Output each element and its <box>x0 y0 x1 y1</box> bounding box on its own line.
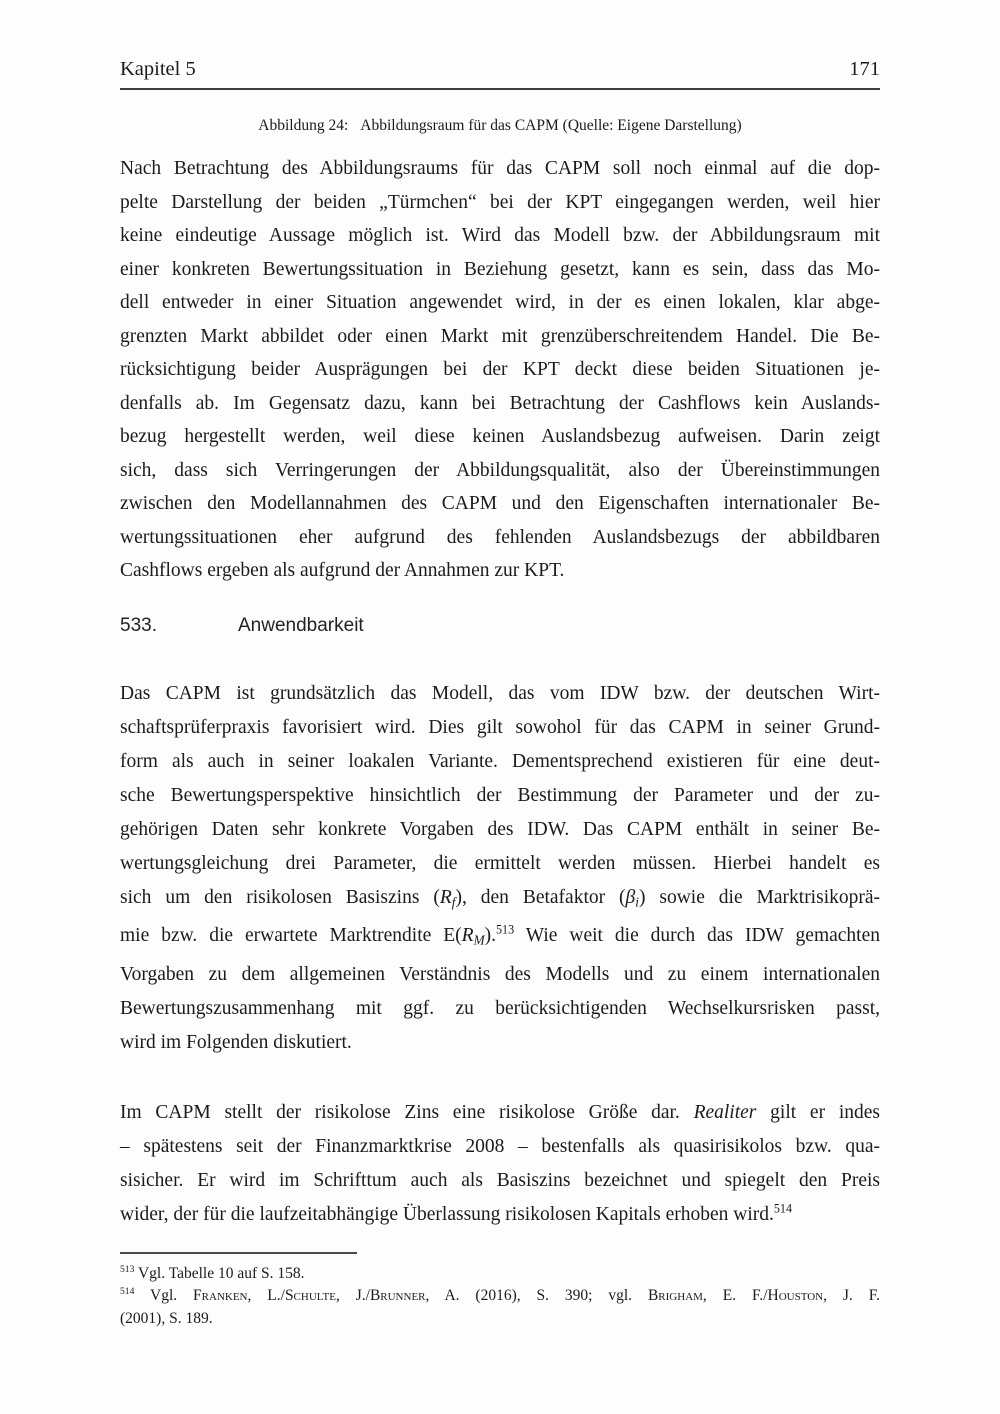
page-number: 171 <box>849 58 880 80</box>
text-segment: schaftsprüferpraxis favorisiert wird. Dies gilt sowohol für das CAPM in seiner Grund- <box>120 716 880 738</box>
text-line <box>120 958 880 992</box>
text-segment: keine eindeutige Aussage möglich ist. Wird das Modell bzw. der Abbildungsraum mit <box>120 225 880 246</box>
text-line <box>120 677 880 711</box>
text-line <box>120 1198 880 1232</box>
text-segment: (2001), S. 189. <box>120 1309 213 1327</box>
text-segment: form als auch in seiner loakalen Variante. Dementsprechend existieren für eine deut- <box>120 750 880 772</box>
paragraph-2 <box>120 677 880 1060</box>
text-line <box>120 1263 880 1286</box>
text-segment: , J. F. <box>823 1287 880 1305</box>
text-segment: sich um den risikolosen Basiszins ( <box>120 886 440 908</box>
text-segment: Bewertungszusammenhang mit ggf. zu berücksichtigenden Wechselkursrisken passt, <box>120 997 880 1019</box>
text-segment-sup: 513 <box>496 922 515 937</box>
text-segment: – spätestens seit der Finanzmarktkrise 2008 – bestenfalls als quasirisikolos bzw. qua- <box>120 1135 880 1157</box>
text-segment: zwischen den Modellannahmen des CAPM und den Eigenschaften internationaler Be- <box>120 493 880 514</box>
text-line <box>120 1096 880 1130</box>
text-line <box>120 1164 880 1198</box>
paragraph-1 <box>120 152 880 588</box>
section-heading-number: 533. <box>120 614 157 636</box>
text-segment: ). <box>484 925 496 947</box>
text-line <box>120 1130 880 1164</box>
text-line <box>120 487 880 521</box>
text-segment: Das CAPM ist grundsätzlich das Modell, das vom IDW bzw. der deutschen Wirt- <box>120 682 880 704</box>
text-line <box>120 320 880 354</box>
figure-caption-label: Abbildung 24: <box>258 117 349 134</box>
text-segment: wider, der für die laufzeitabhängige Überlassung risikolosen Kapitals erhoben wird. <box>120 1203 774 1225</box>
text-line <box>120 253 880 287</box>
text-line <box>120 387 880 421</box>
text-line <box>120 919 880 958</box>
text-segment: , J./ <box>335 1287 370 1305</box>
text-segment-msub: M <box>473 932 485 948</box>
footnote-separator-rule <box>120 1252 357 1254</box>
figure-caption <box>120 117 880 135</box>
text-segment: dell entweder in einer Situation angewendet wird, in der es einen lokalen, klar abge- <box>120 292 880 313</box>
text-segment-sup: 514 <box>773 1201 793 1216</box>
text-segment: Im CAPM stellt der risikolose Zins eine risikolose Größe dar. <box>120 1101 694 1123</box>
text-segment: , A. (2016), S. 390; vgl. <box>425 1287 648 1305</box>
text-segment: einer konkreten Bewertungssituation in Beziehung gesetzt, kann es sein, dass das Mo- <box>120 258 880 280</box>
text-segment: , L./ <box>247 1287 285 1305</box>
text-line <box>120 813 880 847</box>
text-segment-it: Realiter <box>693 1101 757 1123</box>
text-line <box>120 353 880 387</box>
footnotes-block <box>120 1263 880 1331</box>
text-segment-mi: β <box>625 886 636 908</box>
text-segment: pelte Darstellung der beiden „Türmchen“ bei der KPT eingegangen werden, weil hier <box>120 191 880 213</box>
text-line <box>120 152 880 186</box>
section-heading <box>120 615 880 637</box>
text-segment: Cashflows ergeben als aufgrund der Annahmen zur KPT. <box>120 560 565 581</box>
text-segment: Vorgaben zu dem allgemeinen Verständnis des Modells und zu einem internationalen <box>120 963 880 985</box>
text-line <box>120 521 880 555</box>
text-line <box>120 711 880 745</box>
text-segment-sc: Franken <box>193 1287 248 1305</box>
text-segment: wird im Folgenden diskutiert. <box>120 1031 352 1053</box>
text-line <box>120 454 880 488</box>
text-segment: grenzten Markt abbildet oder einen Markt mit grenzüberschreitendem Handel. Die Be- <box>120 325 880 347</box>
text-line <box>120 745 880 779</box>
text-line <box>120 881 880 920</box>
figure-caption-text: Abbildungsraum für das CAPM (Quelle: Eigene Darstellung) <box>360 117 742 134</box>
text-segment: sche Bewertungsperspektive hinsichtlich der Bestimmung der Parameter und der zu- <box>120 784 880 806</box>
text-segment: wertungssituationen eher aufgrund des fehlenden Auslandsbezugs der abbildbaren <box>120 526 880 548</box>
text-line <box>120 1285 880 1308</box>
paragraph-3 <box>120 1096 880 1232</box>
text-line <box>120 219 880 253</box>
text-segment: mie bzw. die erwartete Marktrendite E( <box>120 925 462 947</box>
text-segment-sc: Brigham <box>647 1287 703 1305</box>
text-segment-msub: i <box>635 894 639 910</box>
section-heading-title: Anwendbarkeit <box>238 614 364 636</box>
footnote-514 <box>120 1285 880 1330</box>
text-segment-msub: f <box>451 894 456 910</box>
text-segment: Vgl. Tabelle 10 auf S. 158. <box>134 1264 305 1282</box>
text-segment: ), den Betafaktor ( <box>455 886 626 908</box>
text-line <box>120 1308 880 1331</box>
text-segment: , E. F./ <box>702 1287 768 1305</box>
page-header <box>120 58 880 90</box>
text-segment-sup: 513 <box>120 1263 135 1275</box>
text-segment: denfalls ab. Im Gegensatz dazu, kann bei Betrachtung der Cashflows kein Auslands- <box>120 392 880 414</box>
text-segment: Nach Betrachtung des Abbildungsraums für das CAPM soll noch einmal auf die dop- <box>120 158 880 179</box>
text-segment: sich, dass sich Verringerungen der Abbildungsqualität, also der Übereinstimmungen <box>120 459 880 481</box>
text-line <box>120 286 880 320</box>
text-segment: Vgl. <box>134 1287 194 1305</box>
text-segment-sc: Brunner <box>369 1287 426 1305</box>
text-line <box>120 992 880 1026</box>
running-head-chapter: Kapitel 5 <box>120 58 196 80</box>
text-line <box>120 1026 880 1060</box>
text-line <box>120 554 880 588</box>
text-segment-mi: R <box>461 925 474 947</box>
text-segment: ) sowie die Marktrisikoprä- <box>638 886 880 908</box>
text-line <box>120 420 880 454</box>
text-line <box>120 186 880 220</box>
text-segment-sup: 514 <box>120 1286 135 1298</box>
text-segment: wertungsgleichung drei Parameter, die ermittelt werden müssen. Hierbei handelt es <box>120 852 880 874</box>
footnote-513 <box>120 1263 880 1286</box>
text-segment-mi: R <box>439 886 452 908</box>
text-segment: sisicher. Er wird im Schrifttum auch als Basiszins bezeichnet und spiegelt den Preis <box>120 1169 880 1191</box>
text-segment-sc: Houston <box>767 1287 824 1305</box>
text-segment: Wie weit die durch das IDW gemachten <box>514 925 881 947</box>
text-segment: bezug hergestellt werden, weil diese keinen Auslandsbezug aufweisen. Darin zeigt <box>120 426 880 447</box>
text-segment-sc: Schulte <box>284 1287 336 1305</box>
text-line <box>120 779 880 813</box>
text-segment: rücksichtigung beider Ausprägungen bei der KPT deckt diese beiden Situationen je- <box>120 359 880 380</box>
text-segment: gehörigen Daten sehr konkrete Vorgaben des IDW. Das CAPM enthält in seiner Be- <box>120 818 880 840</box>
text-line <box>120 847 880 881</box>
text-segment: gilt er indes <box>756 1101 880 1123</box>
